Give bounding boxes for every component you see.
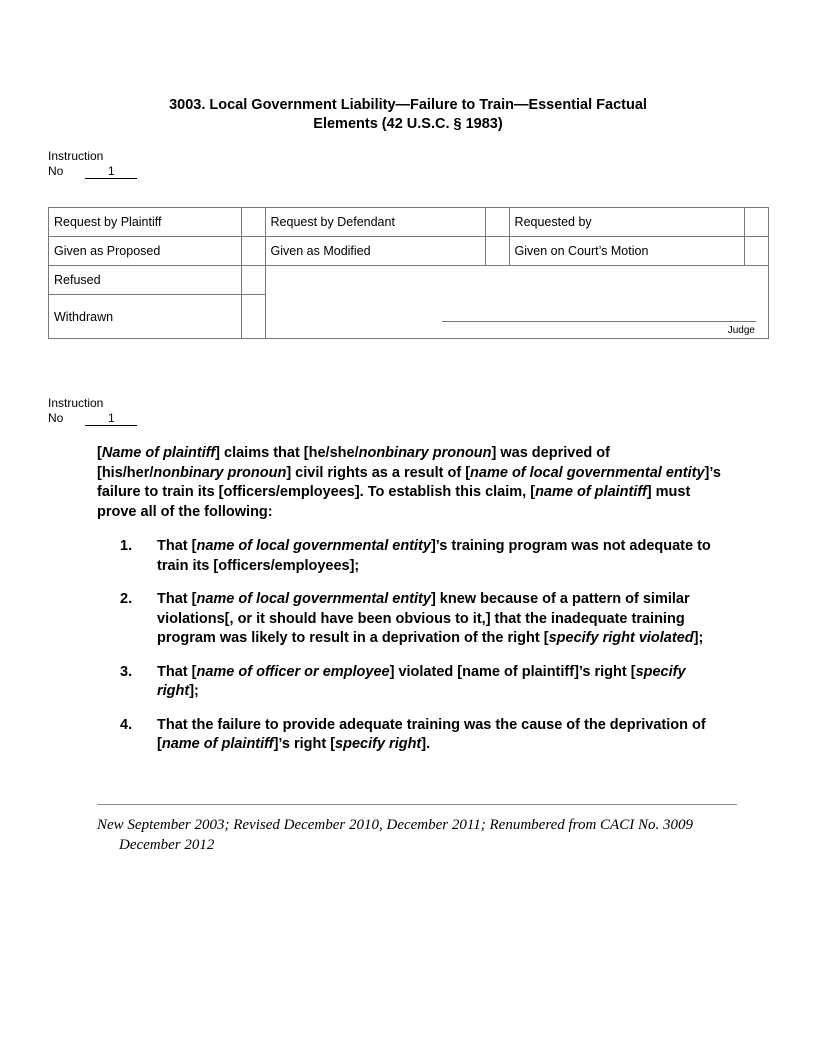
withdrawn-label: Withdrawn bbox=[49, 295, 242, 339]
requested-by-label: Requested by bbox=[509, 208, 744, 237]
given-as-modified-label: Given as Modified bbox=[265, 237, 485, 266]
instruction-body bbox=[97, 444, 727, 769]
title-line-2: Elements (42 U.S.C. § 1983) bbox=[313, 116, 503, 132]
request-by-plaintiff-label: Request by Plaintiff bbox=[49, 208, 242, 237]
history-divider bbox=[97, 804, 737, 805]
list-item: 4. That the failure to provide adequate training was the cause of the deprivation of [name of plaintiff]’s right [specify right]. bbox=[120, 716, 706, 752]
request-disposition-table bbox=[48, 207, 769, 339]
instruction-number-block-bottom bbox=[48, 396, 137, 426]
judge-signature-area bbox=[265, 266, 768, 339]
request-by-defendant-label: Request by Defendant bbox=[265, 208, 485, 237]
instruction-number: 1 bbox=[85, 165, 137, 179]
title-line-1: 3003. Local Government Liability—Failure to Train—Essential Factual bbox=[169, 97, 647, 113]
history-line-2: December 2012 bbox=[119, 836, 215, 853]
given-as-modified-box[interactable] bbox=[485, 237, 509, 266]
intro-paragraph: [Name of plaintiff] claims that [he/she/nonbinary pronoun] was deprived of [his/her/nonbinary pronoun] civil rights as a result of [name of local governmental entity]’s failure to train its [officers/employees]. To establish this claim, [name of plaintiff] must prove all of the following: bbox=[97, 445, 721, 520]
given-as-proposed-box[interactable] bbox=[241, 237, 265, 266]
requested-by-box[interactable] bbox=[745, 208, 769, 237]
refused-box[interactable] bbox=[241, 266, 265, 295]
no-label: No bbox=[48, 411, 64, 425]
refused-label: Refused bbox=[49, 266, 242, 295]
request-by-defendant-box[interactable] bbox=[485, 208, 509, 237]
elements-list bbox=[97, 537, 727, 755]
judge-signature-line[interactable] bbox=[442, 321, 756, 322]
given-on-courts-motion-label: Given on Court’s Motion bbox=[509, 237, 744, 266]
given-on-courts-motion-box[interactable] bbox=[745, 237, 769, 266]
instruction-label: Instruction bbox=[48, 396, 104, 410]
instruction-label: Instruction bbox=[48, 149, 104, 163]
history-note bbox=[97, 816, 757, 855]
instruction-number: 1 bbox=[85, 412, 137, 426]
history-line-1: New September 2003; Revised December 2010, December 2011; Renumbered from CACI No. 3009 bbox=[97, 817, 693, 833]
judge-label: Judge bbox=[727, 325, 755, 336]
instruction-title bbox=[0, 96, 816, 134]
list-item: 1. That [name of local governmental entity]’s training program was not adequate to train its [officers/employees]; bbox=[120, 538, 711, 574]
given-as-proposed-label: Given as Proposed bbox=[49, 237, 242, 266]
no-label: No bbox=[48, 164, 64, 178]
request-by-plaintiff-box[interactable] bbox=[241, 208, 265, 237]
list-item: 2. That [name of local governmental entity] knew because of a pattern of similar violations[, or it should have been obvious to it,] that the inadequate training program was likely to result in a deprivation of the right [specify right violated]; bbox=[120, 591, 704, 646]
instruction-number-block-top bbox=[48, 149, 137, 179]
withdrawn-box[interactable] bbox=[241, 295, 265, 339]
list-item: 3. That [name of officer or employee] violated [name of plaintiff]’s right [specify right]; bbox=[120, 663, 686, 699]
